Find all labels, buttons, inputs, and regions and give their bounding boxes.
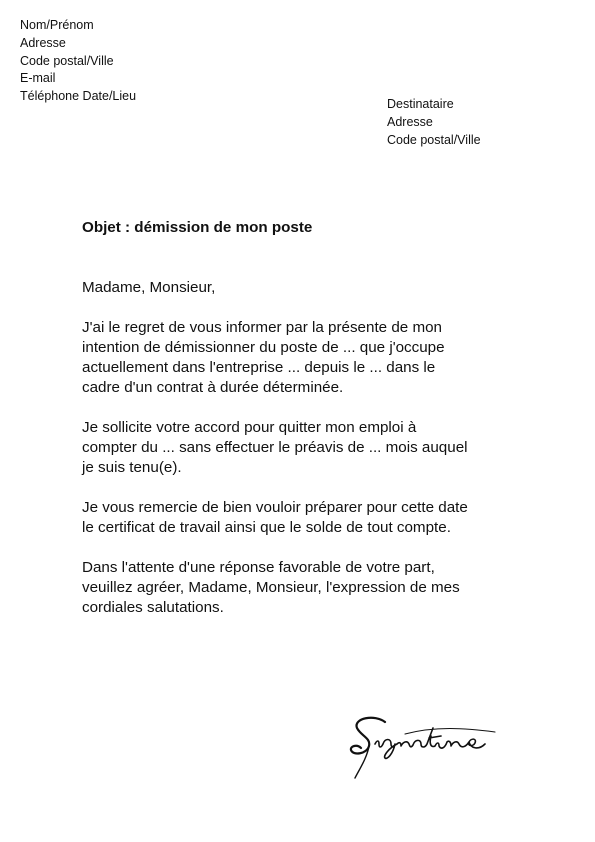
handwritten-signature: [345, 712, 505, 782]
sender-phone-date-place: Téléphone Date/Lieu: [20, 89, 137, 104]
paragraph-notice: [82, 418, 542, 478]
sender-block: [20, 17, 136, 106]
recipient-block: [387, 96, 481, 149]
paragraph-line: compter du ... sans effectuer le préavis de ... mois auquel: [82, 439, 468, 456]
signature-graphic: [345, 712, 505, 782]
paragraph-line: actuellement dans l'entreprise ... depuis le ... dans le: [82, 359, 436, 376]
paragraph-closing: [82, 558, 542, 618]
paragraph-line: cordiales salutations.: [82, 599, 224, 616]
paragraph-line: cadre d'un contrat à durée déterminée.: [82, 379, 344, 396]
paragraph-line: Je vous remercie de bien vouloir préparer pour cette date: [82, 499, 468, 516]
sender-address: Adresse: [20, 35, 66, 50]
paragraph-line: je suis tenu(e).: [82, 459, 182, 476]
recipient-name: Destinataire: [387, 97, 454, 111]
sender-name: Nom/Prénom: [20, 18, 94, 32]
paragraph-documents: [82, 498, 542, 538]
paragraph-line: J'ai le regret de vous informer par la présente de mon: [82, 319, 442, 336]
sender-postal-city: Code postal/Ville: [20, 53, 114, 68]
sender-email: E-mail: [20, 71, 56, 86]
recipient-postal-city: Code postal/Ville: [387, 132, 481, 147]
letter-body: [82, 218, 542, 638]
paragraph-line: intention de démissionner du poste de ... que j'occupe: [82, 339, 445, 356]
letter-subject: Objet : démission de mon poste: [82, 219, 313, 236]
paragraph-line: Je sollicite votre accord pour quitter mon emploi à: [82, 419, 417, 436]
recipient-address: Adresse: [387, 114, 433, 129]
paragraph-line: veuillez agréer, Madame, Monsieur, l'expression de mes: [82, 579, 460, 596]
letter-greeting: Madame, Monsieur,: [82, 279, 216, 296]
paragraph-intention: [82, 318, 542, 398]
paragraph-line: le certificat de travail ainsi que le solde de tout compte.: [82, 519, 451, 536]
paragraph-line: Dans l'attente d'une réponse favorable de votre part,: [82, 559, 435, 576]
